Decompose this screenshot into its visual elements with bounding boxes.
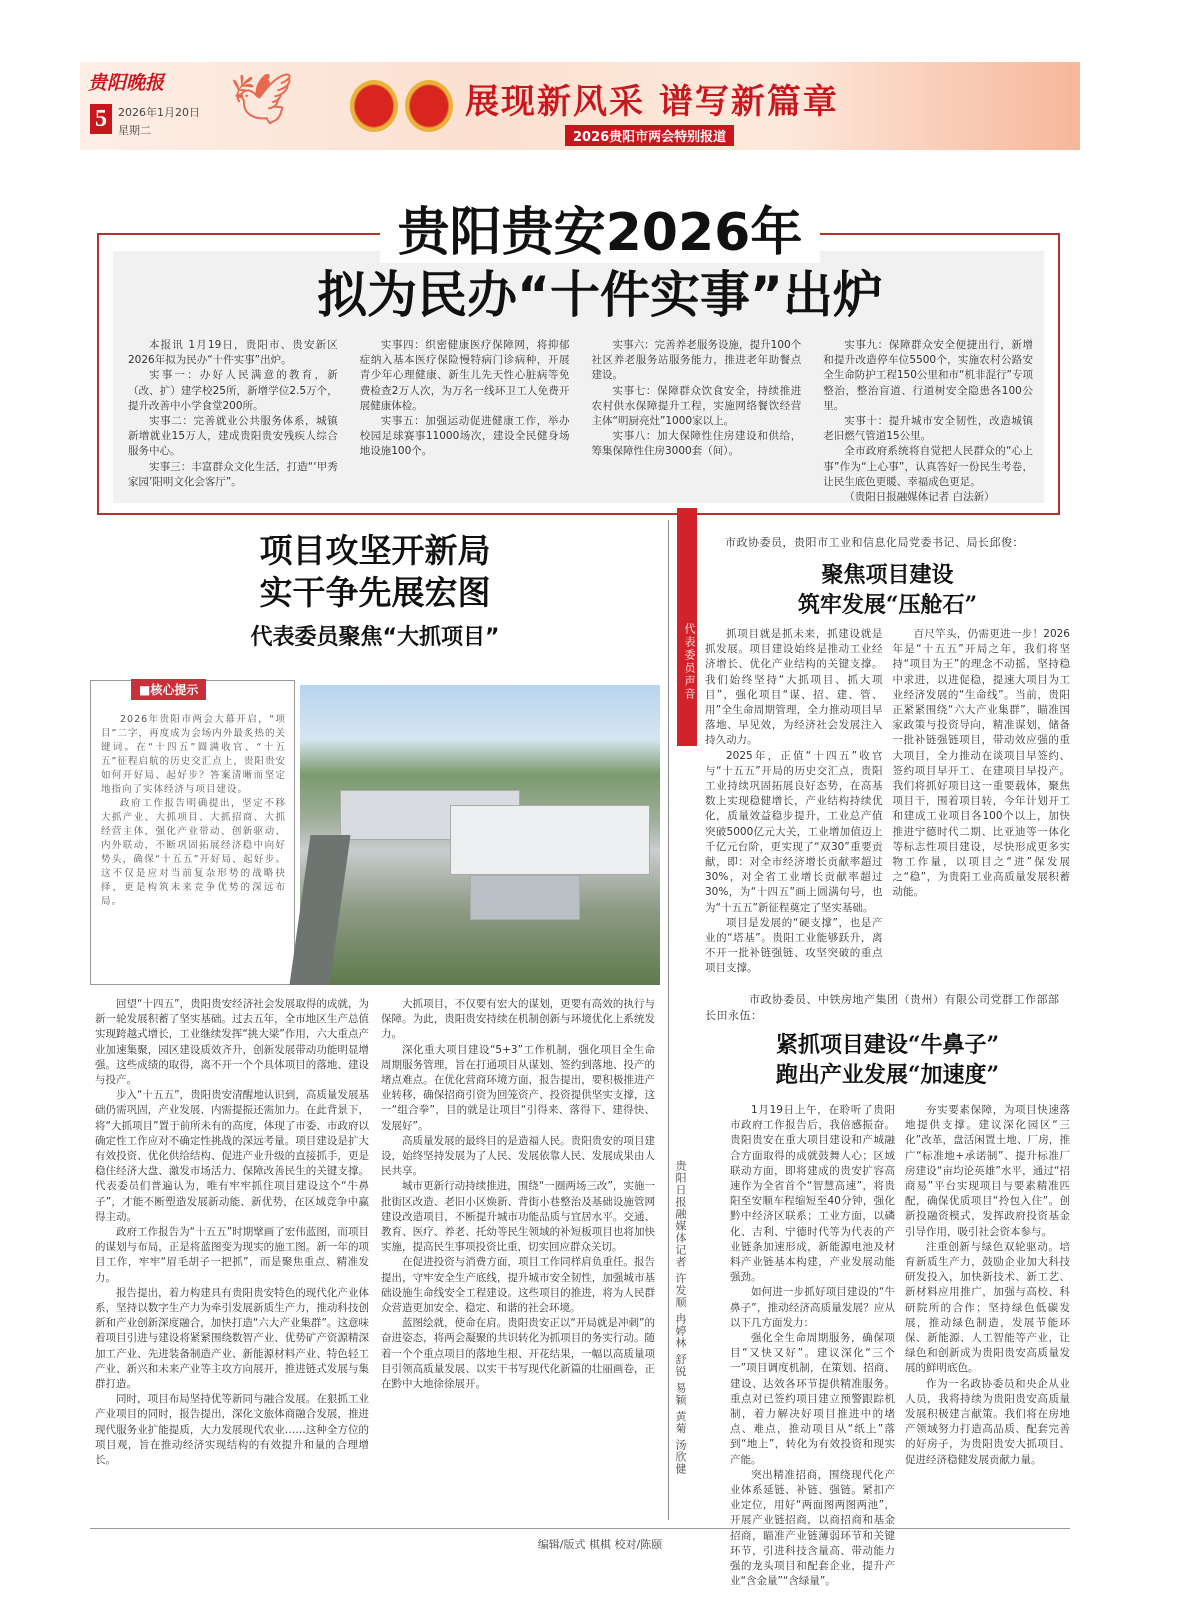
- paragraph: （贵阳日报融媒体记者 白法新）: [844, 491, 995, 504]
- industrial-park-aerial-photo: [300, 685, 660, 985]
- feature-subheadline: 代表委员聚焦“大抓项目”: [250, 625, 500, 650]
- interview2-headline: [705, 1030, 1070, 1090]
- headline-line1: 项目攻坚开新局: [259, 531, 491, 570]
- headline-line1: 紧抓项目建设“牛鼻子”: [775, 1032, 1000, 1058]
- top-story-body: [128, 338, 1033, 504]
- banner-slogan: 展现新风采 谱写新篇章: [465, 82, 839, 122]
- footer-rule: [90, 1528, 1070, 1529]
- editor-credits: 编辑/版式 棋棋 校对/陈颐: [537, 1538, 663, 1551]
- masthead-banner: [80, 62, 1080, 150]
- paragraph: 大抓项目，不仅要有宏大的谋划，更要有高效的执行与保障。为此，贵阳贵安持续在机制创新与环境优化上系统发力。: [381, 998, 655, 1041]
- headline-line2: 实干争先展宏图: [259, 573, 491, 612]
- paragraph: 实事五：加强运动促进健康工作，举办校园足球赛事11000场次，建设全民健身场地设施100个。: [359, 415, 570, 458]
- column-divider: [668, 520, 669, 1520]
- section-tag: 代表委员声音: [677, 508, 697, 746]
- paragraph: 城市更新行动持续推进，围绕“一圈两场三改”，实施一批街区改造、老旧小区焕新、背街小巷整治及基础设施管网建设改造项目，不断提升城市功能品质与宜居水平。交通、教育、医疗、养老、托幼等民生领域的补短板项目也将加快实施，提高民生事项投资比重，切实回应群众关切。: [381, 1180, 655, 1254]
- paragraph: 实事三：丰富群众文化生活，打造“‘甲秀家园’阳明文化会客厅”。: [128, 460, 338, 488]
- interview2-byline: 市政协委员、中铁房地产集团（贵州）有限公司党群工作部部长田永伍：: [705, 993, 1060, 1022]
- paragraph: 政府工作报告为“十五五”时期擘画了宏伟蓝图，而项目的谋划与布局，正是将蓝图变为现实的施工图。新一年的项目工作，牢牢“眉毛胡子一把抓”，而是聚焦重点、精准发力。: [95, 1226, 369, 1284]
- paragraph: 实事二：完善就业公共服务体系，城镇新增就业15万人，建成贵阳贵安残疾人综合服务中心。: [128, 415, 338, 458]
- paragraph: 抓项目就是抓未来，抓建设就是抓发展。项目建设始终是推动工业经济增长、优化产业结构的关键支撑。我们始终坚持“大抓项目、抓大项目”，强化项目“谋、招、建、管、用”全生命周期管理，全力推动项目早落地、早见效，为经济社会发展注入持久动力。: [705, 628, 883, 747]
- paragraph: 同时，项目布局坚持优等新同与融合发展。在狠抓工业产业项目的同时，报告提出，深化文旅体商融合发展，推进现代服务业扩能提质，大力发展现代农业……这种全方位的项目观，旨在推动经济实现结构的有效提升和量的合理增长。: [95, 1393, 369, 1467]
- headline-line2: 跑出产业发展“加速度”: [775, 1062, 1000, 1088]
- interview2-body: [730, 1103, 1070, 1588]
- paragraph: 在促进投资与消费方面，项目工作同样肩负重任。报告提出，守牢安全生产底线，提升城市安全韧性，加强城市基础设施生命线安全工程建设。这些项目的推进，将为人民群众营造更加安全、稳定、和谐的社会环境。: [381, 1256, 655, 1315]
- headline-line2: 筑牢发展“压舱石”: [797, 592, 978, 618]
- paragraph: 步入“十五五”，贵阳贵安清醒地认识到，高质量发展基础仍需巩固，产业发展、内需提振还需加力。在此背景下，将“大抓项目”置于前所未有的高度，体现了市委、市政府以确定性工作应对不确定性挑战的深远考量。项目建设是扩大有效投资、优化供给结构、促进产业升级的直接抓手，更是稳住经济大盘、激发市场活力、保障改善民生的关键支撑。代表委员们普遍认为，唯有牢牢抓住项目建设这个“牛鼻子”，才能不断塑造发展新动能、新优势，在区域竞争中赢得主动。: [95, 1089, 369, 1223]
- paragraph: 深化重大项目建设“5+3”工作机制，强化项目全生命周期服务管理，旨在打通项目从谋划、签约到落地、投产的堵点难点。在优化营商环境方面，报告提出，要积极推进产业转移，确保招商引资为回笼资产、投资提供坚实支撑，这一“组合拳”，目的就是让项目“引得来、落得下、建得快、发展好”。: [381, 1043, 655, 1132]
- paragraph: 实事九：保障群众安全便捷出行，新增和提升改造停车位5500个，实施农村公路安全生命防护工程150公里和市“机非混行”专项整治，整治盲道、行道树安全隐患各100公里。: [823, 339, 1033, 412]
- core-summary-label: ■核心提示: [131, 679, 206, 700]
- paragraph: 全市政府系统将自觉把人民群众的“心上事”作为“上心事”，认真答好一份民生考卷，让民生底色更暖、幸福成色更足。: [823, 445, 1033, 488]
- paragraph: 2026年贵阳市两会大幕开启，“项目”二字，再度成为会场内外最炙热的关键词。在“十四五”圆满收官、“十五五”征程启航的历史交汇点上，贵阳贵安如何开好局、起好步？答案清晰而坚定地指向了实体经济与项目建设。: [101, 714, 286, 795]
- paragraph: 实事十：提升城市安全韧性，改造城镇老旧燃气管道15公里。: [823, 415, 1033, 443]
- paragraph: 实事六：完善养老服务设施，提升100个社区养老服务站服务能力，推进老年助餐点建设。: [591, 339, 802, 382]
- top-story-title-line2: 拟为民办“十件实事”出炉: [317, 266, 883, 324]
- paragraph: 回望“十四五”，贵阳贵安经济社会发展取得的成就，为新一轮发展积蓄了坚实基础。过去五年，全市地区生产总值实现跨越式增长，工业继续发挥“挑大梁”作用，六大重点产业加速集聚，园区建设质效齐升，创新发展带动功能明显增强。这些成绩的取得，离不开一个个具体项目的落地、建设与投产。: [95, 998, 369, 1087]
- feature-headline: [95, 530, 655, 614]
- headline-line1: 聚焦项目建设: [821, 562, 954, 588]
- paragraph: 如何进一步抓好项目建设的“牛鼻子”，推动经济高质量发展？应从以下几方面发力：: [730, 1286, 895, 1329]
- text-column: [823, 338, 1033, 505]
- paragraph: 百尺竿头，仍需更进一步！2026年是“十五五”开局之年，我们将坚持“项目为王”的理念不动摇，坚持稳中求进，以进促稳，提速大项目为工业经济发展的“生命线”。当前，贵阳正紧紧围绕“六大产业集群”，瞄准国家政策与投资导向，精准谋划，储备一批补链强链项目，带动效应强的重大项目，全力推动在谈项目早签约、签约项目早开工、在建项目早投产。我们将抓好项目这一重要载体，聚焦项目干，围着项目转，今年计划开工和建成工业项目各100个以上，加快推进宁德时代二期、比亚迪等一体化等标志性项目建设，尽快形成更多实物工作量，以项目之“进”保发展之“稳”，为贵阳工业高质量发展积蓄动能。: [892, 628, 1070, 899]
- paragraph: 突出精准招商，围绕现代化产业体系延链、补链、强链。紧扣产业定位，用好“两面图两图两池”，开展产业链招商，以商招商和基金招商，瞄准产业链薄弱环节和关键环节，引进科技含量高、带动能力强的龙头项目和配套企业，提升产业“含金量”“含绿量”。: [730, 1468, 895, 1588]
- page-number: 5: [90, 104, 112, 134]
- paragraph: 报告提出，着力构建具有贵阳贵安特色的现代化产业体系，坚持以数字生产力为牵引发展新质生产力，推动科技创新和产业创新深度融合，加快打造“六大产业集群”。这意味着项目引进与建设将紧紧围绕数智产业、优势矿产资源精深加工产业、先进装备制造产业、新能源材料产业、特色轻工产业、新兴和未来产业等主攻方向展开，推进链式发展与集群打造。: [95, 1286, 369, 1391]
- newspaper-logo: 贵阳晚报: [88, 72, 165, 94]
- issue-weekday: 星期二: [118, 124, 151, 137]
- reporter-credits: 贵阳日报融媒体记者 许发顺 冉婷林 舒锐 易颖 黄菊 汤欣健: [674, 1160, 687, 1475]
- paragraph: 2025年，正值“十四五”收官与“十五五”开局的历史交汇点，贵阳工业持续巩固拓展良好态势，在高基数上实现稳健增长，产业结构持续优化，质量效益稳步提升，工业总产值突破5000亿元大关，工业增加值迈上千亿元台阶，更实现了“双30”重要贡献，即：对全市经济增长贡献率超过30%，对全省工业增长贡献率超过30%，为“十四五”画上圆满句号，也为“十五五”新征程奠定了坚实基础。: [705, 749, 883, 914]
- paragraph: 实事一：办好人民满意的教育，新（改、扩）建学校25所，新增学位2.5万个，提升改善中小学食堂200所。: [128, 369, 338, 412]
- core-summary-box: [90, 680, 295, 985]
- paragraph: 实事八：加大保障性住房建设和供给，筹集保障性住房3000套（间）。: [591, 430, 802, 458]
- national-emblem-icon: [350, 80, 398, 132]
- cppcc-emblem-icon: [405, 80, 453, 132]
- top-story-title-line1: [0, 190, 1200, 265]
- feature-body: [95, 997, 655, 1512]
- paragraph: 实事七：保障群众饮食安全，持续推进农村供水保障提升工程，实施网络餐饮经营主体“明厨亮灶”1000家以上。: [591, 384, 802, 428]
- text-column: [360, 338, 570, 505]
- paragraph: 高质量发展的最终目的是造福人民。贵阳贵安的项目建设，始终坚持发展为了人民、发展依靠人民、发展成果由人民共享。: [381, 1134, 655, 1178]
- paragraph: 1月19日上午，在聆听了贵阳市政府工作报告后，我倍感振奋。贵阳贵安在重大项目建设和产城融合方面取得的成就鼓舞人心；区域联动方面，即将建成的贵安扩容高速作为全省首个“智慧高速”，将贵阳至安顺车程缩短至40分钟，强化黔中经济区联系；工业方面，以磷化、吉利、宁德时代等为代表的产业链条加速形成，新能源电池及材料产业链基本构建，产业发展动能强劲。: [730, 1104, 895, 1284]
- text-column: [128, 338, 338, 505]
- paragraph: 政府工作报告明确提出，坚定不移大抓产业、大抓项目、大抓招商、大抓经营主体，强化产业带动、创新驱动、内外联动，不断巩固拓展经济稳中向好势头，确保“十五五”开好局、起好步。这不仅是应对当前复杂形势的战略抉择，更是构筑未来竞争优势的深远布局。: [101, 798, 286, 907]
- interview1-byline: 市政协委员，贵阳市工业和信息化局党委书记、局长邱俊：: [725, 536, 1024, 549]
- interview1-headline: [705, 560, 1070, 620]
- paragraph: 项目是发展的“硬支撑”，也是产业的“塔基”。贵阳工业能够跃升，离不开一批补链强链、攻坚突破的重点项目支撑。: [705, 916, 883, 975]
- paragraph: 夯实要素保障，为项目快速落地提供支撑。建议深化园区“三化”改革，盘活闲置土地、厂房，推广“标准地+承诺制”、提升标准厂房建设“亩均论英雄”水平，通过“招商易”平台实现项目与要素精准匹配，确保优质项目“拎包入住”。创新投融资模式，发挥政府投资基金引导作用，吸引社会资本参与。: [905, 1104, 1070, 1238]
- interview1-body: [705, 627, 1070, 975]
- special-report-label: 2026贵阳市两会特别报道: [565, 125, 734, 146]
- paragraph: 作为一名政协委员和央企从业人员，我将持续为贵阳贵安高质量发展积极建言献策。我们将在房地产领域努力打造高品质、配套完善的好房子，为贵阳贵安大抓项目、促进经济稳健发展贡献力量。: [905, 1377, 1070, 1466]
- paragraph: 强化全生命周期服务，确保项目“又快又好”。建议深化“三个一”项目调度机制，在策划、招商、建设、达效各环节提供精准服务。重点对已签约项目建立预警跟踪机制，着力解决好项目推进中的堵点、难点，推动项目从“纸上”落到“地上”，转化为有效投资和现实产能。: [730, 1332, 895, 1466]
- issue-date: 2026年1月20日: [118, 106, 200, 119]
- paragraph: 蓝图绘就，使命在肩。贵阳贵安正以“开局就是冲刺”的奋进姿态，将两会凝聚的共识转化为抓项目的务实行动。随着一个个重点项目的落地生根、开花结果，一幅以高质量项目引领高质量发展、以实干书写现代化新篇的壮丽画卷，正在黔中大地徐徐展开。: [381, 1317, 655, 1391]
- dove-icon: 🕊: [230, 70, 294, 128]
- paragraph: 注重创新与绿色双轮驱动。培育新质生产力，鼓励企业加大科技研发投入，加快新技术、新工艺、新材料应用推广，加强与高校、科研院所的合作；坚持绿色低碳发展，推动绿色制造，发展节能环保、新能源、人工智能等产业，让绿色和创新成为贵阳贵安高质量发展的鲜明底色。: [905, 1240, 1070, 1375]
- title-text: 贵阳贵安2026年: [380, 203, 821, 263]
- paragraph: 本报讯 1月19日，贵阳市、贵安新区2026年拟为民办“十件实事”出炉。: [128, 339, 338, 367]
- paragraph: 实事四：织密健康医疗保障网，将抑郁症纳入基本医疗保险慢特病门诊病种，开展青少年心理健康、新生儿先天性心脏病等免费检查2万人次，为万名一线环卫工人免费开展健康体检。: [359, 339, 570, 412]
- text-column: [592, 338, 802, 505]
